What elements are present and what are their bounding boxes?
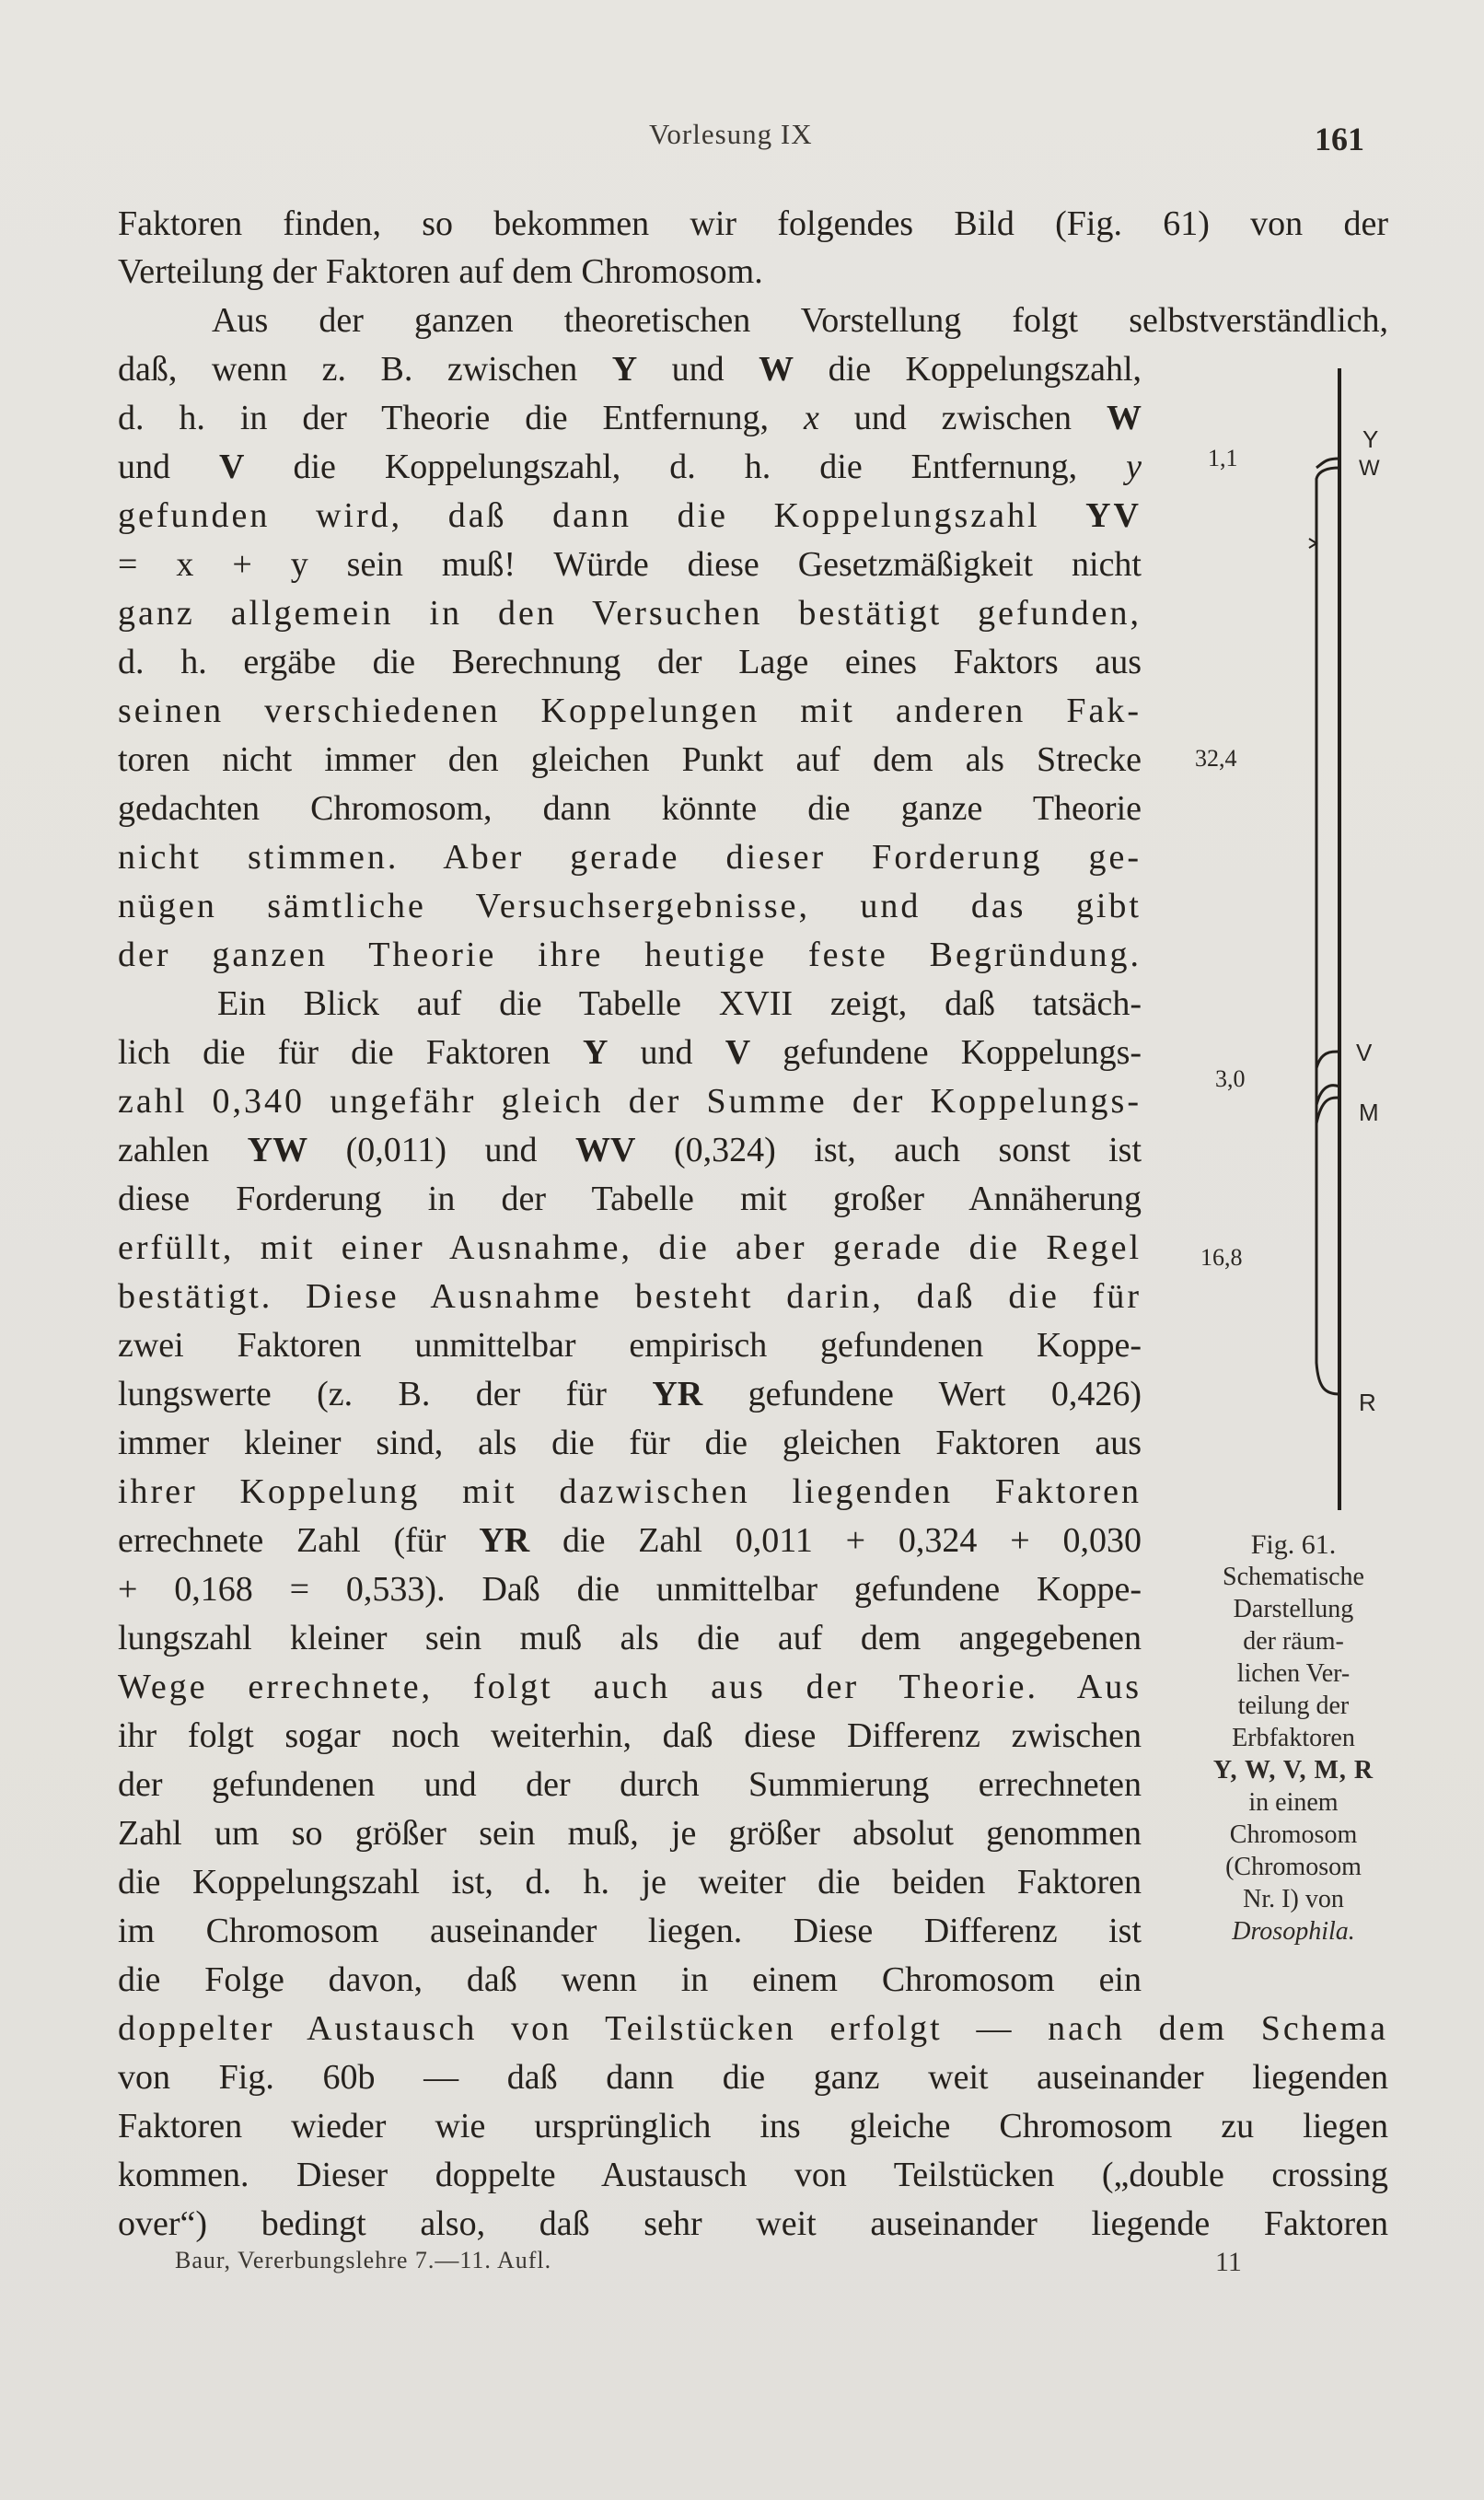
text-fragment: lungswerte (z. B. der für [118,1375,653,1413]
factor-label: M [1359,1099,1379,1126]
text-line: von Fig. 60b — daß dann die ganz weit auseinander liegenden [118,2058,1388,2097]
bracket-w-r [1316,468,1339,1394]
text-fragment: (0,324) ist, auch sonst ist [635,1131,1142,1169]
text-fragment: (0,011) und [307,1131,576,1169]
text-line: Aus der ganzen theoretischen Vorstellung folgt selbstverständlich, [212,301,1388,340]
text-line: ihrer Koppelung mit dazwischen liegenden Faktoren [118,1472,1142,1511]
factor-label: V [1356,1039,1373,1066]
text-fragment: daß, wenn z. B. zwischen [118,350,612,389]
distance-label: 1,1 [1208,445,1238,471]
variable: y [1126,448,1142,486]
chromosome-diagram [1178,350,1399,1547]
bracket-v-bottom [1316,1086,1339,1105]
text-line: der gefundenen und der durch Summierung errechneten [118,1765,1142,1804]
text-line: die Koppelungszahl ist, d. h. je weiter die beiden Faktoren [118,1863,1142,1901]
page-footer [0,2247,1484,2284]
distance-labels [1195,445,1246,1271]
factor-symbol: WV [575,1131,636,1169]
text-line: die Folge davon, daß wenn in einem Chromosom ein [118,1960,1142,1999]
text-fragment: und [637,350,759,389]
text-line: im Chromosom auseinander liegen. Diese Differenz ist [118,1912,1142,1950]
caption-line: Chromosom [1229,1820,1358,1849]
signature-mark: 11 [1215,2247,1242,2277]
caption-line: (Chromosom [1225,1853,1362,1881]
caption-line: Nr. I) von [1243,1885,1344,1913]
text-line: ganz allgemein in den Versuchen bestätigt gefunden, [118,594,1142,633]
figure-label: Fig. 61. [1250,1529,1337,1560]
bracket-m [1316,1098,1339,1123]
text-line [118,395,1142,441]
text-fragment: errechnete Zahl (für [118,1521,480,1560]
factor-symbol: V [725,1033,751,1072]
caption-line: teilung der [1237,1692,1350,1720]
factor-symbol: YV [1085,496,1142,535]
text-line: Zahl um so größer sein muß, je größer absolut genommen [118,1814,1142,1853]
factor-symbol: Y [582,1033,609,1072]
factor-symbol: V [219,448,245,486]
factor-label: R [1359,1389,1376,1416]
text-line: d. h. ergäbe die Berechnung der Lage eines Faktors aus [118,643,1142,681]
caption-line: in einem [1248,1788,1339,1817]
text-fragment: d. h. in der Theorie die Entfernung, [118,399,804,437]
text-line: + 0,168 = 0,533). Daß die unmittelbar gefundene Koppe- [118,1570,1142,1609]
running-head [0,118,1484,164]
text-line [118,1371,1142,1417]
text-line: Ein Blick auf die Tabelle XVII zeigt, daß tatsäch- [217,984,1142,1023]
distance-label: 3,0 [1215,1065,1246,1092]
factor-labels [1356,425,1380,1416]
factor-symbol: YR [479,1521,530,1560]
factor-symbol: YR [652,1375,703,1413]
text-fragment: und [608,1033,725,1072]
caption-line: Y, W, V, M, R [1212,1756,1374,1785]
factor-label: W [1359,456,1380,481]
page-number: 161 [1315,121,1364,157]
text-line [118,444,1142,490]
factor-symbol: YW [247,1131,308,1169]
text-line: Faktoren finden, so bekommen wir folgendes Bild (Fig. 61) von der [118,204,1388,243]
factor-symbol: W [1107,399,1142,437]
caption-line: Darstellung [1233,1595,1354,1623]
factor-label: Y [1362,425,1379,453]
text-fragment: gefundene Wert 0,426) [702,1375,1142,1413]
text-line: zwei Faktoren unmittelbar empirisch gefundenen Koppe- [118,1326,1142,1365]
text-fragment: und [118,448,219,486]
text-fragment: und zwischen [818,399,1107,437]
distance-label: 32,4 [1195,745,1237,772]
text-line: erfüllt, mit einer Ausnahme, die aber gerade die Regel [118,1228,1142,1267]
text-line: lungszahl kleiner sein muß als die auf dem angegebenen [118,1619,1142,1657]
variable: x [803,399,819,437]
caption-line: Erbfaktoren [1232,1724,1355,1752]
text-line [118,1517,1142,1564]
text-line: nügen sämtliche Versuchsergebnisse, und das gibt [118,887,1142,925]
footer-reference: Baur, Vererbungslehre 7.—11. Aufl. [175,2247,552,2273]
text-fragment: gefundene Koppelungs- [750,1033,1142,1072]
text-line: der ganzen Theorie ihre heutige feste Begründung. [118,936,1142,974]
chromosome-figure [1178,350,1399,1547]
text-line [118,1029,1142,1076]
text-fragment: die Koppelungszahl, [794,350,1142,389]
text-line: = x + y sein muß! Würde diese Gesetzmäßigkeit nicht [118,545,1142,584]
text-line: seinen verschiedenen Koppelungen mit anderen Fak- [118,692,1142,730]
text-line: Verteilung der Faktoren auf dem Chromosom. [118,252,763,291]
text-line [118,493,1142,539]
figure-caption [1188,1529,1399,1948]
text-line: immer kleiner sind, als die für die gleichen Faktoren aus [118,1424,1142,1462]
text-line: bestätigt. Diese Ausnahme besteht darin, daß die für [118,1277,1142,1316]
bracket-v-top [1316,1052,1339,1068]
text-line: doppelter Austausch von Teilstücken erfolgt — nach dem Schema [118,2009,1388,2048]
caption-line: der räum- [1243,1627,1344,1656]
text-line: Wege errechnete, folgt auch aus der Theorie. Aus [118,1668,1142,1706]
bracket-y [1316,459,1339,468]
distance-label: 16,8 [1200,1244,1243,1271]
text-fragment: lich die für die Faktoren [118,1033,583,1072]
text-fragment: gefunden wird, daß dann die Koppelungszahl [118,496,1086,535]
text-line [118,1127,1142,1173]
text-line [118,346,1142,392]
text-line: zahl 0,340 ungefähr gleich der Summe der Koppelungs- [118,1082,1142,1121]
caption-line: Schematische [1223,1563,1364,1591]
text-line: over“) bedingt also, daß sehr weit auseinander liegende Faktoren [118,2204,1388,2243]
text-fragment: die Zahl 0,011 + 0,324 + 0,030 [529,1521,1142,1560]
text-line: kommen. Dieser doppelte Austausch von Teilstücken („double crossing [118,2156,1388,2194]
factor-symbol: Y [611,350,638,389]
text-fragment: zahlen [118,1131,248,1169]
text-line: nicht stimmen. Aber gerade dieser Forderung ge- [118,838,1142,877]
text-line: ihr folgt sogar noch weiterhin, daß diese Differenz zwischen [118,1716,1142,1755]
text-fragment: die Koppelungszahl, d. h. die Entfernung, [244,448,1127,486]
caption-line: lichen Ver- [1236,1659,1351,1688]
caption-line: Drosophila. [1232,1917,1355,1946]
chapter-title: Vorlesung IX [649,118,813,150]
text-line: diese Forderung in der Tabelle mit großer Annäherung [118,1180,1142,1218]
factor-symbol: W [759,350,794,389]
text-line: gedachten Chromosom, dann könnte die ganze Theorie [118,789,1142,828]
text-line: toren nicht immer den gleichen Punkt auf dem als Strecke [118,740,1142,779]
text-line: Faktoren wieder wie ursprünglich ins gleiche Chromosom zu liegen [118,2107,1388,2145]
